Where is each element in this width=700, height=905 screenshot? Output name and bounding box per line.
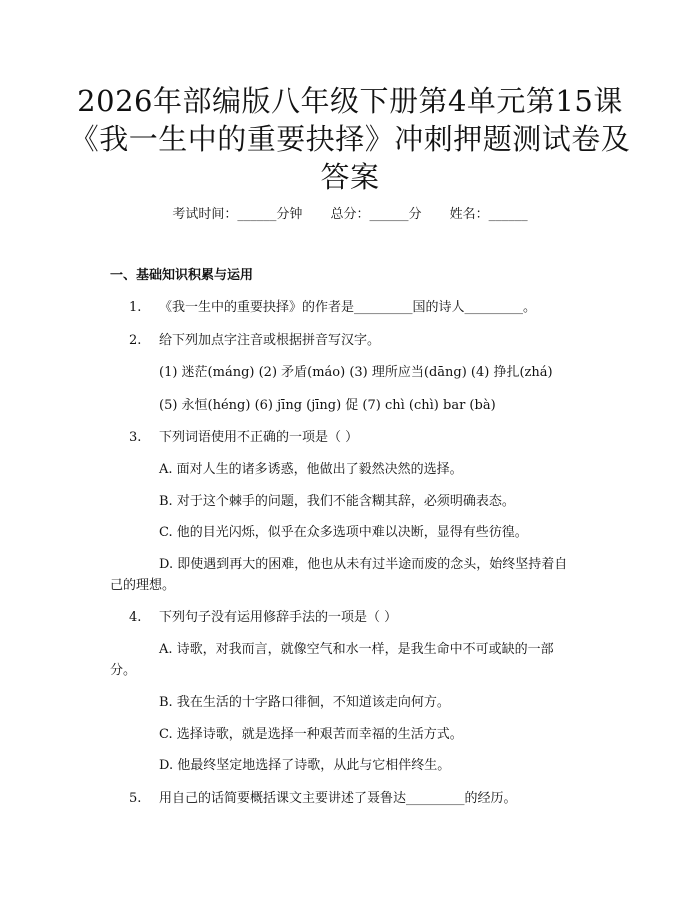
question-number: 4. <box>129 610 142 625</box>
title-line-2: 《我一生中的重要抉择》冲刺押题测试卷及 <box>69 122 631 156</box>
option-b: B. 我在生活的十字路口徘徊，不知道该走向何方。 <box>159 695 450 710</box>
option-c: C. 他的目光闪烁，似乎在众多选项中难以决断，显得有些彷徨。 <box>159 525 528 540</box>
student-name: 姓名：______ <box>449 207 528 222</box>
option-a: A. 诗歌，对我而言，就像空气和水一样，是我生命中不可或缺的一部 <box>159 642 554 657</box>
question-number: 5. <box>129 791 142 806</box>
pinyin-line-1: (1) 迷茫(máng) (2) 矛盾(máo) (3) 理所应当(dāng) (4) 挣扎(zhá) <box>159 365 553 380</box>
option-a-continued: 分。 <box>110 663 137 678</box>
document-title <box>0 82 700 196</box>
question-text: 下列句子没有运用修辞手法的一项是（ ） <box>159 610 398 625</box>
question-number: 1. <box>129 300 142 315</box>
option-d: D. 他最终坚定地选择了诗歌，从此与它相伴终生。 <box>159 758 451 773</box>
title-line-3: 答案 <box>320 160 380 194</box>
pinyin-line-2: (5) 永恒(héng) (6) jīng (jīng) 促 (7) chì (chì) bar (bà) <box>159 398 496 413</box>
option-b: B. 对于这个棘手的问题，我们不能含糊其辞，必须明确表态。 <box>159 494 515 509</box>
option-c: C. 选择诗歌，就是选择一种艰苦而幸福的生活方式。 <box>159 727 463 742</box>
option-d: D. 即使遇到再大的困难，他也从未有过半途而废的念头，始终坚持着自 <box>159 557 568 572</box>
question-text: 下列词语使用不正确的一项是（ ） <box>159 430 359 445</box>
exam-meta <box>0 205 700 225</box>
question-text: 用自己的话简要概括课文主要讲述了聂鲁达_________的经历。 <box>159 791 517 806</box>
question-text: 给下列加点字注音或根据拼音写汉字。 <box>159 333 381 348</box>
title-line-1: 2026年部编版八年级下册第4单元第15课 <box>77 84 623 118</box>
exam-time: 考试时间：______分钟 <box>172 207 303 222</box>
question-text: 《我一生中的重要抉择》的作者是_________国的诗人_________。 <box>159 300 537 315</box>
exam-score: 总分：______分 <box>330 207 422 222</box>
option-d-continued: 己的理想。 <box>110 578 176 593</box>
option-a: A. 面对人生的诸多诱惑，他做出了毅然决然的选择。 <box>159 462 463 477</box>
question-number: 3. <box>129 430 142 445</box>
section-heading: 一、基础知识积累与运用 <box>110 268 254 283</box>
question-number: 2. <box>129 333 142 348</box>
